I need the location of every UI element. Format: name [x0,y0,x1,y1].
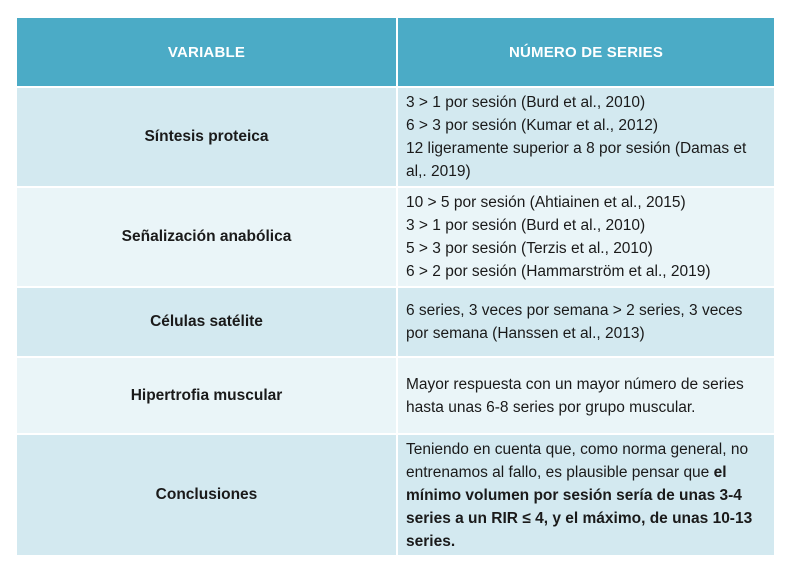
series-line: 5 > 3 por sesión (Terzis et al., 2010) [406,240,653,257]
row-series-cell [397,87,774,187]
header-variable: VARIABLE [17,18,397,87]
table-row [17,434,774,556]
header-number-of-series: NÚMERO DE SERIES [397,18,774,87]
row-variable: Señalización anabólica [17,187,397,287]
row-series-cell: 6 series, 3 veces por semana > 2 series, 3 veces por semana (Hanssen et al., 2013) [397,287,774,357]
table-row [17,287,774,357]
row-variable: Hipertrofia muscular [17,357,397,434]
row-series-cell: Mayor respuesta con un mayor número de series hasta unas 6-8 series por grupo muscular. [397,357,774,434]
series-line: 3 > 1 por sesión (Burd et al., 2010) [406,94,646,111]
row-series-cell [397,434,774,556]
series-line: 6 > 2 por sesión (Hammarström et al., 2019) [406,263,711,280]
row-series-cell [397,187,774,287]
series-line: 10 > 5 por sesión (Ahtiainen et al., 2015) [406,194,686,211]
table-row [17,357,774,434]
series-table [17,18,774,557]
row-variable: Síntesis proteica [17,87,397,187]
row-variable: Células satélite [17,287,397,357]
conclusion-text: Teniendo en cuenta que, como norma general, no entrenamos al fallo, es plausible pensar que [406,440,749,481]
table-header-row [17,18,774,87]
conclusion-bold-text: el mínimo volumen por sesión sería de unas 3-4 series a un RIR ≤ 4, y el máximo, de unas 10-13 series. [406,463,753,550]
series-line: 6 > 3 por sesión (Kumar et al., 2012) [406,117,659,134]
table-row [17,187,774,287]
series-line: 12 ligeramente superior a 8 por sesión (Damas et al,. 2019) [406,140,747,180]
table-row [17,87,774,187]
series-line: 3 > 1 por sesión (Burd et al., 2010) [406,217,646,234]
row-variable: Conclusiones [17,434,397,556]
